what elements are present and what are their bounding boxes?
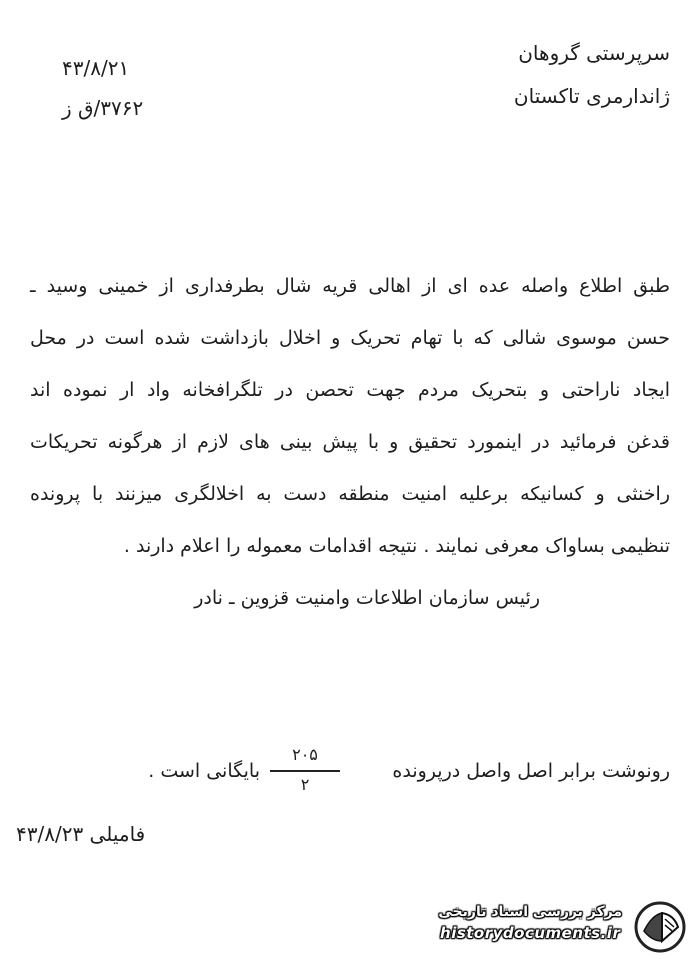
watermark-site: historydocuments.ir <box>440 924 621 942</box>
addressee-block <box>514 32 670 118</box>
reference-block <box>62 48 143 128</box>
copy-note-start: رونوشت برابر اصل واصل درپرونده <box>392 760 670 782</box>
book-logo-icon <box>632 901 688 953</box>
body-line: حسن موسوی شالی که با تهام تحریک و اخلال بازداشت شده است در محل <box>30 327 670 349</box>
watermark-text <box>438 901 622 943</box>
reference-number: ۳۷۶۲/ق ز <box>62 96 144 120</box>
addressee-line-2: ژاندارمری تاکستان <box>513 84 670 108</box>
document-date: ۴۳/۸/۲۱ <box>62 56 130 80</box>
addressee-line-1: سرپرستی گروهان <box>518 41 670 65</box>
body-line: راخنثی و کسانیکه برعلیه امنیت منطقه دست به اخلالگری میزنند با پرونده <box>30 483 670 505</box>
copy-note-end: بایگانی است . <box>148 760 260 782</box>
file-denominator: ۲ <box>300 775 310 794</box>
watermark <box>398 901 688 953</box>
file-number-fraction <box>270 746 340 794</box>
body-line: ایجاد ناراحتی و بتحریک مردم جهت تحصن در تلگرافخانه واد ار نموده اند <box>30 379 670 401</box>
copy-note <box>70 745 670 812</box>
body-line: طبق اطلاع واصله عده ای از اهالی قریه شال بطرفداری از خمینی وسید ـ <box>30 275 670 297</box>
filed-by-note: فامیلی ۴۳/۸/۲۳ <box>16 822 146 846</box>
body-line: قدغن فرمائید در اینمورد تحقیق و با پیش بینی های لازم از هرگونه تحریکات <box>30 431 670 453</box>
fraction-bar <box>270 770 340 772</box>
body-line: تنظیمی بساواک معرفی نمایند . نتیجه اقدامات معموله را اعلام دارند . <box>123 535 670 557</box>
watermark-title: مرکز بررسی اسناد تاریخی <box>438 904 622 920</box>
letter-body <box>30 266 670 578</box>
signature-line: رئیس سازمان اطلاعات وامنیت قزوین ـ نادر <box>194 587 540 609</box>
file-numerator: ۲۰۵ <box>292 745 318 764</box>
